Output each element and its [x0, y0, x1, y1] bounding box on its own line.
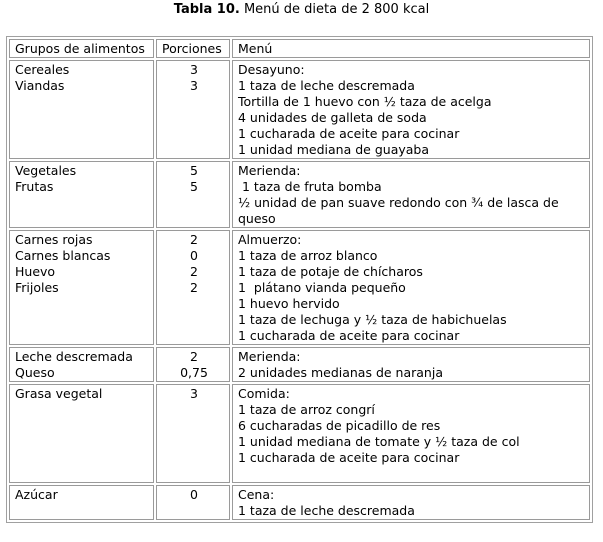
meal-title: Cena:	[238, 487, 275, 502]
food-group-label: Carnes rojas	[15, 232, 93, 247]
menu-item: 1 taza de arroz congrí	[238, 402, 375, 417]
portion-value: 5	[190, 163, 198, 178]
menu-item: 4 unidades de galleta de soda	[238, 110, 427, 125]
table-row	[9, 230, 590, 345]
portion-value: 2	[190, 280, 198, 295]
food-group-label: Frutas	[15, 179, 54, 194]
menu-item: ½ unidad de pan suave redondo con ¾ de lasca de queso	[238, 195, 559, 226]
food-groups-cell	[9, 161, 154, 228]
menu-cell	[232, 230, 590, 345]
menu-cell	[232, 384, 590, 483]
meal-title: Desayuno:	[238, 62, 305, 77]
portion-value: 3	[190, 78, 198, 93]
table-row	[9, 384, 590, 483]
portion-value: 3	[190, 62, 198, 77]
food-group-label: Queso	[15, 365, 55, 380]
menu-item: 1 taza de fruta bomba	[238, 179, 382, 194]
menu-item	[238, 466, 586, 482]
menu-item: 1 huevo hervido	[238, 296, 340, 311]
food-groups-cell	[9, 485, 154, 520]
food-group-label: Azúcar	[15, 487, 58, 502]
menu-item: 1 taza de leche descremada	[238, 78, 415, 93]
menu-item: 1 cucharada de aceite para cocinar	[238, 328, 460, 343]
table-body	[9, 39, 590, 520]
menu-item: 2 unidades medianas de naranja	[238, 365, 443, 380]
portions-cell	[156, 347, 230, 382]
caption-label: Tabla 10.	[173, 2, 240, 17]
food-groups-cell	[9, 347, 154, 382]
menu-item: 1 taza de lechuga y ½ taza de habichuelas	[238, 312, 507, 327]
food-group-label: Huevo	[15, 264, 56, 279]
portions-cell	[156, 384, 230, 483]
portion-value: 0	[190, 248, 198, 263]
menu-cell	[232, 485, 590, 520]
table-row	[9, 161, 590, 228]
menu-item: 1 taza de arroz blanco	[238, 248, 378, 263]
menu-item: 1 unidad mediana de guayaba	[238, 142, 430, 157]
header-row	[9, 39, 590, 58]
menu-cell	[232, 347, 590, 382]
portion-value: 2	[190, 264, 198, 279]
table-row	[9, 347, 590, 382]
menu-item: 1 cucharada de aceite para cocinar	[238, 450, 460, 465]
meal-title: Almuerzo:	[238, 232, 302, 247]
menu-item: 1 plátano vianda pequeño	[238, 280, 406, 295]
portion-value: 0,75	[180, 365, 208, 380]
meal-title: Merienda:	[238, 163, 301, 178]
diet-menu-table-frame	[6, 36, 593, 523]
table-row	[9, 485, 590, 520]
portions-cell	[156, 230, 230, 345]
menu-item: 1 unidad mediana de tomate y ½ taza de col	[238, 434, 520, 449]
food-group-label: Grasa vegetal	[15, 386, 103, 401]
food-group-label: Cereales	[15, 62, 70, 77]
portion-value: 2	[190, 349, 198, 364]
diet-menu-table	[7, 37, 592, 522]
portions-cell	[156, 485, 230, 520]
portion-value: 2	[190, 232, 198, 247]
table-row	[9, 60, 590, 159]
menu-cell	[232, 60, 590, 159]
meal-title: Merienda:	[238, 349, 301, 364]
menu-item: 1 taza de leche descremada	[238, 503, 415, 518]
food-groups-cell	[9, 60, 154, 159]
header-portions: Porciones	[156, 39, 230, 58]
header-food-groups: Grupos de alimentos	[9, 39, 154, 58]
food-group-label: Vegetales	[15, 163, 77, 178]
caption-text: Menú de dieta de 2 800 kcal	[239, 2, 430, 17]
food-group-label: Carnes blancas	[15, 248, 111, 263]
portion-value: 0	[190, 487, 198, 502]
food-groups-cell	[9, 384, 154, 483]
portion-value: 5	[190, 179, 198, 194]
table-caption	[0, 0, 603, 22]
food-group-label: Frijoles	[15, 280, 59, 295]
meal-title: Comida:	[238, 386, 290, 401]
food-group-label: Viandas	[15, 78, 65, 93]
portion-value: 3	[190, 386, 198, 401]
header-menu: Menú	[232, 39, 590, 58]
menu-item: Tortilla de 1 huevo con ½ taza de acelga	[238, 94, 492, 109]
menu-item: 1 cucharada de aceite para cocinar	[238, 126, 460, 141]
menu-cell	[232, 161, 590, 228]
portions-cell	[156, 60, 230, 159]
menu-item: 1 taza de potaje de chícharos	[238, 264, 423, 279]
food-group-label: Leche descremada	[15, 349, 133, 364]
portions-cell	[156, 161, 230, 228]
food-groups-cell	[9, 230, 154, 345]
menu-item: 6 cucharadas de picadillo de res	[238, 418, 441, 433]
